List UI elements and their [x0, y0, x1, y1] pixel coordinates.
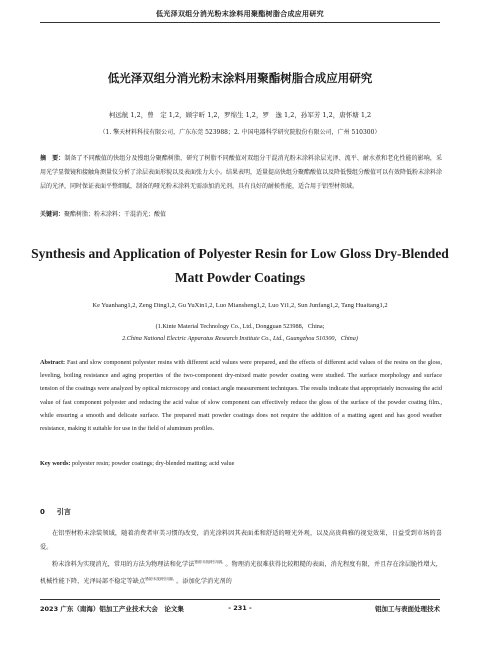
chinese-authors: 柯远航 1,2，曾 定 1,2，顾宇昕 1,2，罗绵生 1,2，罗 逸 1,2，孙军芳 1,2，唐怀塘 1,2: [108, 111, 372, 119]
chinese-keywords: [40, 209, 442, 218]
english-abstract: [40, 356, 442, 435]
section-heading-introduction: [40, 507, 71, 517]
chinese-abstract-text: 制备了不同酸值的快组分及慢组分聚酯树脂，研究了树脂不同酸值对双组分干混消光粉末涂料涂层光泽、流平、耐水煮和老化性能的影响，采用光学显微镜和接触角测量仪分析了涂层表面形貌以及表面张力大小。结果表明，适量提高快组分聚酯酸值以及降低慢组分酸值可以有效降低粉末涂料涂层的光泽，同时保证表面平整细腻，制备的哑光粉末涂料无需添加消光剂，具有良好的耐候性能，适合用于铝型材领域。: [40, 155, 443, 190]
citation-error-2: 错误!未找到引用源。: [145, 577, 177, 582]
chinese-keywords-text: 聚酯树脂；粉末涂料；干混消光；酸值: [64, 211, 167, 218]
chinese-abstract: [40, 152, 442, 194]
english-affiliation-1: (1.Kinte Material Technology Co., Ltd., Dongguan 523988，China;: [155, 323, 325, 330]
intro-paragraph-2-part-c: 。添加化学消光剂的: [176, 578, 232, 586]
english-authors: Ke Yuanhang1,2, Zeng Ding1,2, Gu YuXin1,2, Luo Miansheng1,2, Luo Yi1,2, Sun Junfang1,2, Tang Huaitang1,2: [92, 302, 388, 309]
footer-page-number: - 231 -: [228, 604, 252, 612]
english-abstract-text: Fast and slow component polyester resins with different acid values were prepared, and the effects of different acid values of the resins on the gloss, leveling, boiling resistance and aging properties of the two-component dry-mixed matte powder coating were studied. The surface morphology and surface tension of the coatings were analyzed by optical microscopy and contact angle measurement techniques. The results indicate that appropriately increasing the acid value of fast component polyester and reducing the acid value of slow component can effectively reduce the gloss of the surface of the powder coating film., while ensuring a smooth and delicate surface. The prepared matt powder coatings does not require the addition of a matting agent and has good weather resistance, making it suitable for use in the field of aluminum profiles.: [40, 359, 442, 433]
english-keywords-label: Key words:: [40, 460, 71, 467]
running-header: 低光泽双组分消光粉末涂料用聚酯树脂合成应用研究: [156, 10, 324, 18]
english-abstract-label: Abstract:: [40, 359, 66, 366]
chinese-affiliations: （1. 擎天材料科技有限公司，广东东莞 523988；2. 中国电器科学研究院股份有限公司，广州 510300）: [99, 129, 381, 136]
section-number: 0: [40, 508, 45, 516]
english-title-line1: Synthesis and Application of Polyester Resin for Low Gloss Dry-Blended: [31, 246, 449, 261]
intro-paragraph-1: 在铝型材粉末涂装领域，随着消费者审美习惯的改变，消光涂料因其表面柔和舒适的哑光外观，以及高贵典雅的视觉效果，日益受到市场的喜爱。: [40, 530, 442, 551]
footer-proceedings: 2023 广东（南海）铝加工产业技术大会 论文集: [40, 605, 184, 613]
introduction-body: [40, 527, 442, 589]
footer-rule: [40, 599, 440, 600]
chinese-keywords-label: 关键词：: [40, 211, 65, 218]
chinese-abstract-label: 摘 要：: [40, 155, 65, 162]
english-affiliation-2: 2.China National Electric Apparatus Research Institute Co., Ltd., Guangzhou 510300，China): [122, 335, 358, 342]
citation-error-1: 错误!未找到引用源。: [194, 560, 226, 564]
chinese-title: 低光泽双组分消光粉末涂料用聚酯树脂合成应用研究: [107, 71, 373, 85]
english-keywords-text: polyester resin; powder coatings; dry-blended matting; acid value: [70, 460, 235, 467]
english-keywords: [40, 460, 442, 467]
intro-paragraph-2-part-b: 。物理消光很难获得比较粗糙的表面，消光程度有限，并且存在涂层脆性增大，机械性能下降，光泽局部不稳定等缺点: [40, 561, 442, 586]
intro-paragraph-2: [40, 555, 442, 589]
header-rule: [40, 22, 440, 23]
footer-journal: 铝加工与表面处理技术: [375, 605, 440, 613]
intro-paragraph-2-part-a: 粉末涂料为实现消光，常用的方法为物理法和化学法: [52, 561, 195, 569]
english-title-line2: Matt Powder Coatings: [174, 270, 306, 285]
section-title: 引言: [56, 508, 71, 516]
